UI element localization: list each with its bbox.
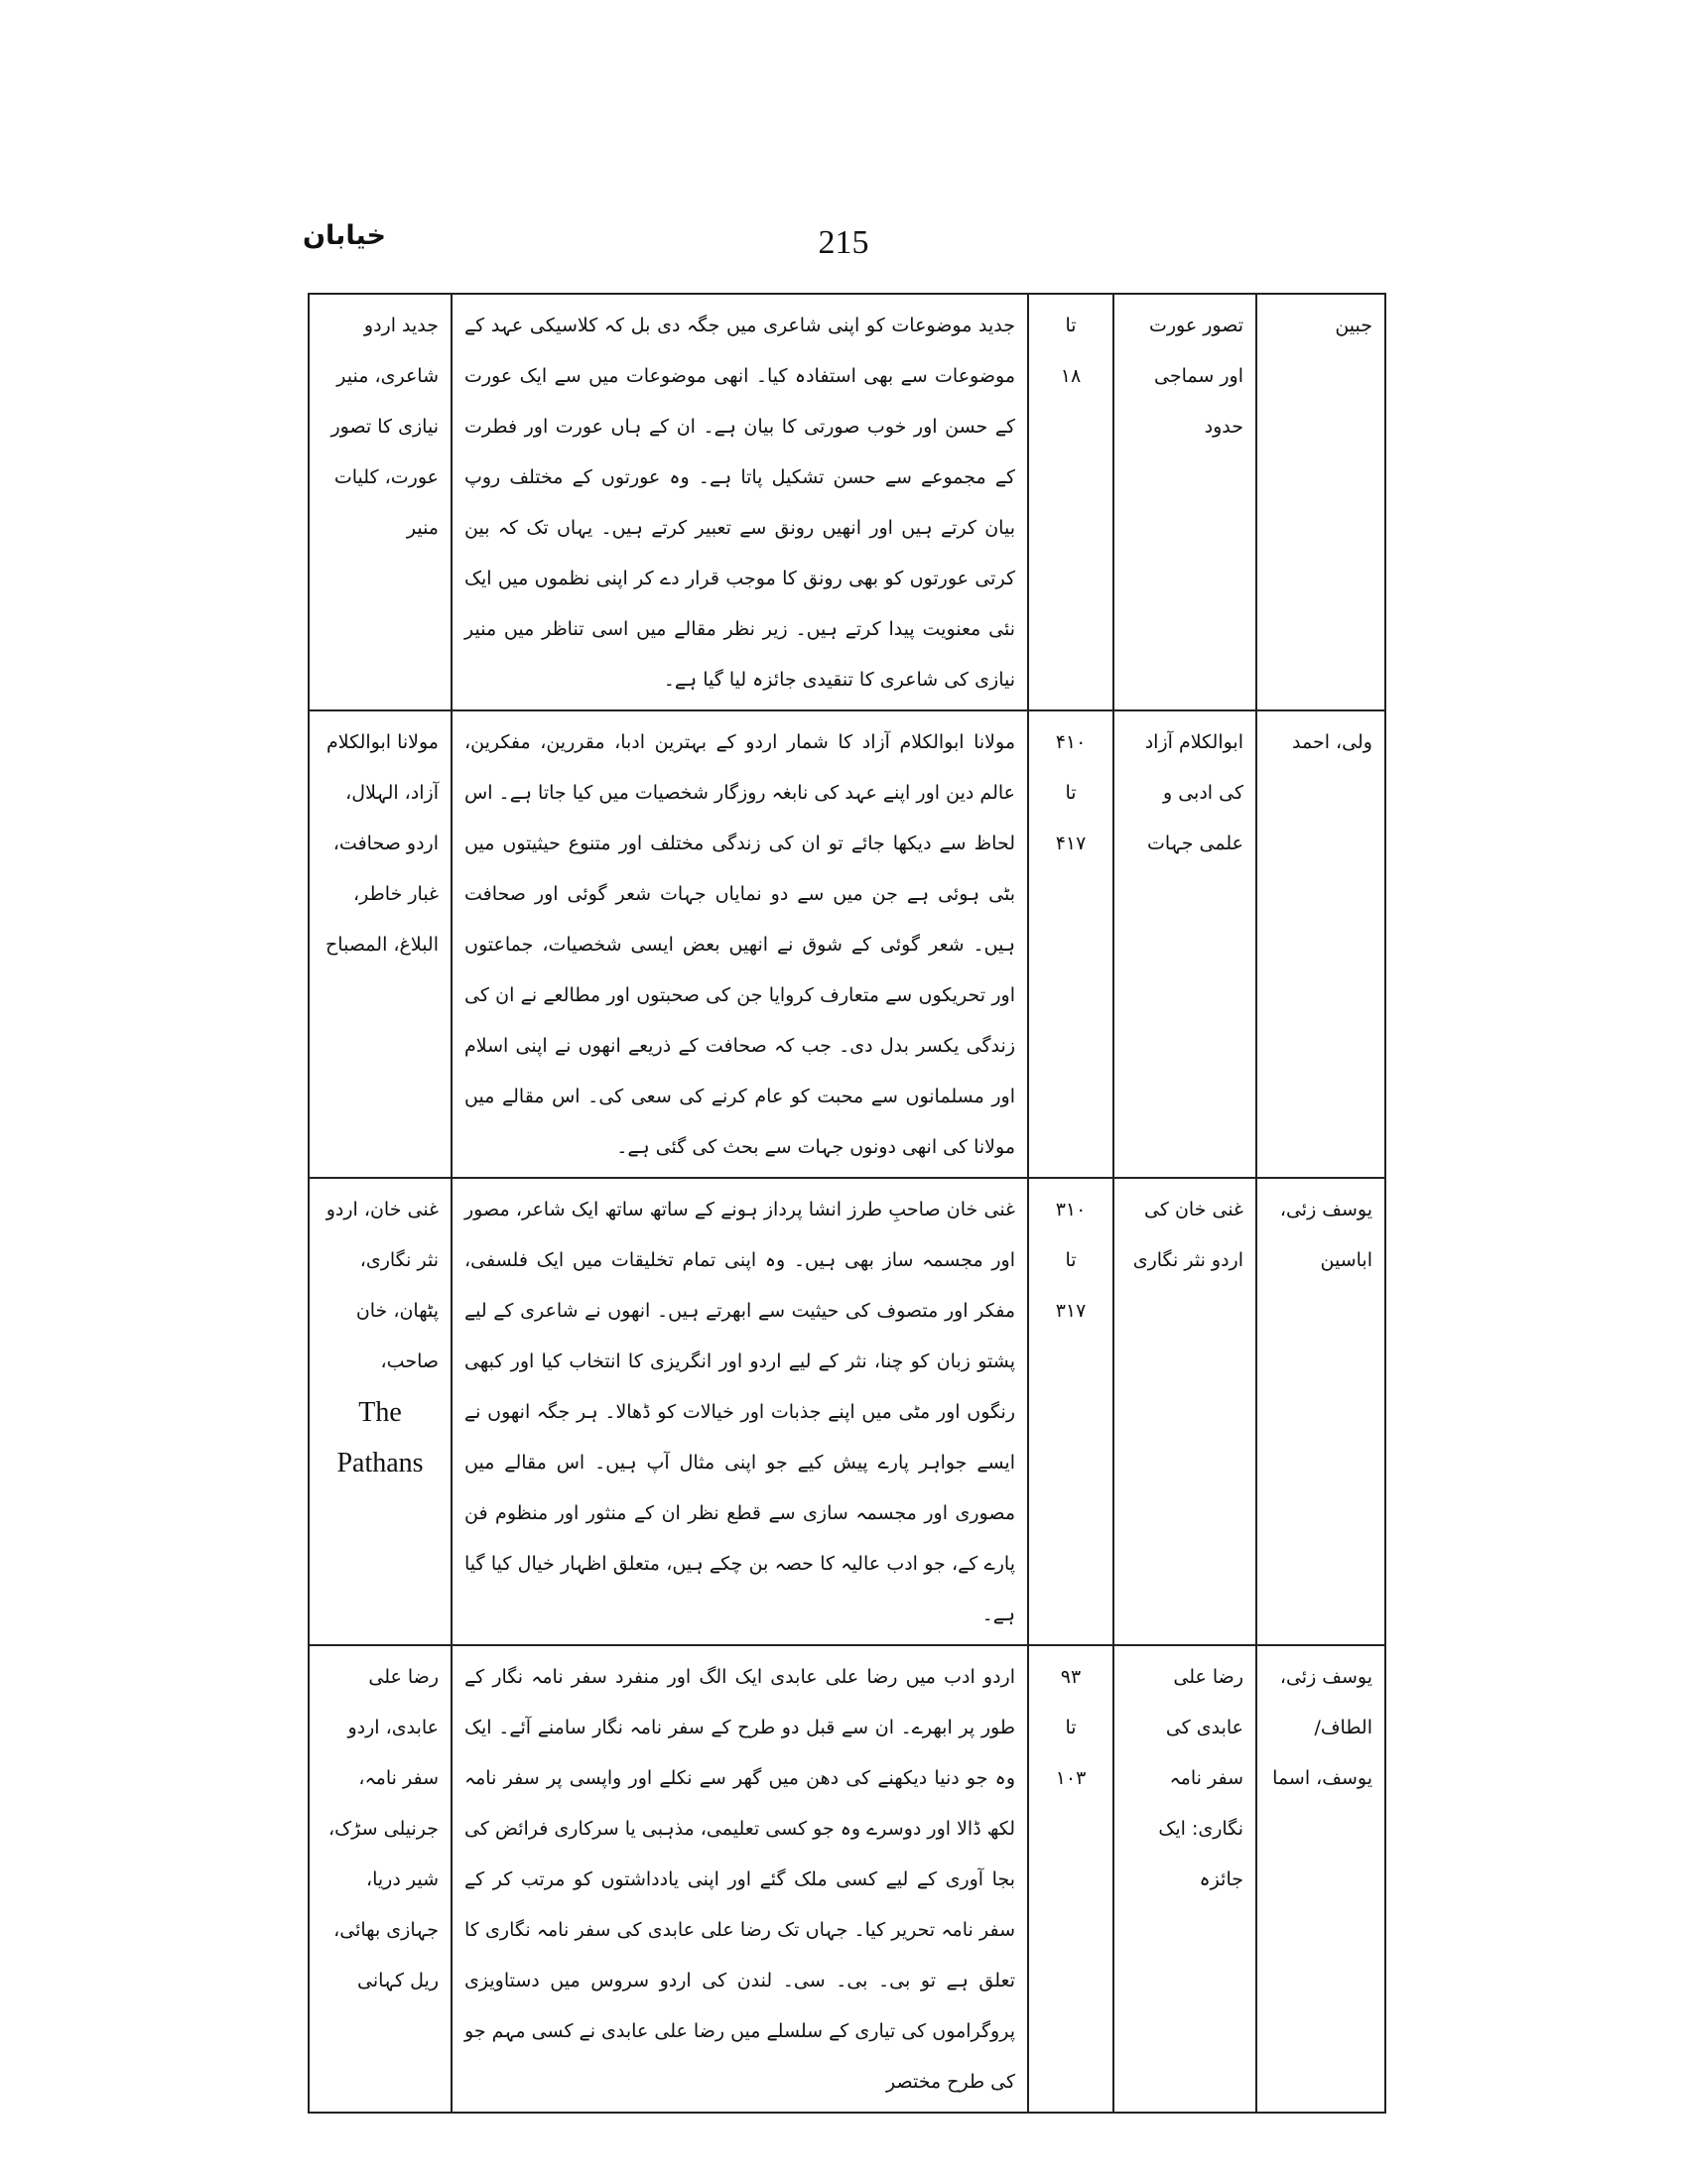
keywords-cell: مولانا ابوالکلام آزاد، الہلال، اردو صحافت، غبار خاطر، البلاغ، المصباح: [309, 710, 452, 1178]
keywords-cell: [309, 1178, 452, 1645]
page-range-to: تا: [1065, 315, 1077, 336]
title-cell: ابوالکلام آزاد کی ادبی و علمی جہات: [1113, 710, 1256, 1178]
table-row: [309, 1645, 1385, 2113]
table-row: [309, 294, 1385, 710]
keywords-cell: جدید اردو شاعری، منیر نیازی کا تصور عورت، کلیات منیر: [309, 294, 452, 710]
abstract-cell: جدید موضوعات کو اپنی شاعری میں جگہ دی بل کہ کلاسیکی عہد کے موضوعات سے بھی استفادہ کیا۔ انھی موضوعات میں سے ایک عورت کے حسن اور خوب صورتی کا بیان ہے۔ ان کے ہاں عورت اور فطرت کے مجموعے سے حسن تشکیل پاتا ہے۔ وہ عورتوں کے مختلف روپ بیان کرتے ہیں اور انھیں رونق سے تعبیر کرتے ہیں۔ یہاں تک کہ بین کرتی عورتوں کو بھی رونق کا موجب قرار دے کر اپنی نظموں میں ایک نئی معنویت پیدا کرتے ہیں۔ زیر نظر مقالے میں اسی تناظر میں منیر نیازی کی شاعری کا تنقیدی جائزہ لیا گیا ہے۔: [452, 294, 1028, 710]
table-row: [309, 1178, 1385, 1645]
title-cell: تصور عورت اور سماجی حدود: [1113, 294, 1256, 710]
keywords-cell: رضا علی عابدی، اردو سفر نامہ، جرنیلی سڑک، شیر دریا، جہازی بھائی، ریل کہانی: [309, 1645, 452, 2113]
author-cell: جبین: [1256, 294, 1385, 710]
catalog-table: [308, 293, 1386, 2114]
page-range-to: تا: [1065, 1249, 1077, 1271]
page-range-to: تا: [1065, 782, 1077, 804]
keywords-text: غنی خان، اردو نثر نگاری، پٹھان، خان صاحب،: [325, 1199, 439, 1372]
page-range-to: تا: [1065, 1717, 1077, 1738]
title-cell: غنی خان کی اردو نثر نگاری: [1113, 1178, 1256, 1645]
pages-cell: [1028, 710, 1113, 1178]
abstract-cell: غنی خان صاحبِ طرز انشا پرداز ہونے کے ساتھ ساتھ ایک شاعر، مصور اور مجسمہ ساز بھی ہیں۔ وہ اپنی تمام تخلیقات میں ایک فلسفی، مفکر اور متصوف کی حیثیت سے ابھرتے ہیں۔ انھوں نے شاعری کے لیے پشتو زبان کو چنا، نثر کے لیے اردو اور انگریزی کا انتخاب کیا اور کبھی رنگوں اور مٹی میں اپنے جذبات اور خیالات کو ڈھالا۔ ہر جگہ انھوں نے ایسے جواہر پارے پیش کیے جو اپنی مثال آپ ہیں۔ اس مقالے میں مصوری اور مجسمہ سازی سے قطع نظر ان کے منثور اور منظوم فن پارے کے، جو ادب عالیہ کا حصہ بن چکے ہیں، متعلق اظہار خیال کیا گیا ہے۔: [452, 1178, 1028, 1645]
page-range-start: ۴۱۰: [1055, 731, 1087, 753]
keyword-latin-1: The: [358, 1397, 402, 1428]
abstract-cell: مولانا ابوالکلام آزاد کا شمار اردو کے بہترین ادبا، مقررین، مفکرین، عالم دین اور اپنے عہد کی نابغہ روزگار شخصیات میں کیا جاتا ہے۔ اس لحاظ سے دیکھا جائے تو ان کی زندگی مختلف اور متنوع حیثیتوں میں بٹی ہوئی ہے جن میں سے دو نمایاں جہات شعر گوئی اور صحافت ہیں۔ شعر گوئی کے شوق نے انھیں بعض ایسی شخصیات، جماعتوں اور تحریکوں سے متعارف کروایا جن کی صحبتوں اور مطالعے نے ان کی زندگی یکسر بدل دی۔ جب کہ صحافت کے ذریعے انھوں نے اپنی اسلام اور مسلمانوں سے محبت کو عام کرنے کی سعی کی۔ اس مقالے میں مولانا کی انھی دونوں جہات سے بحث کی گئی ہے۔: [452, 710, 1028, 1178]
page-range-start: ۳۱۰: [1055, 1199, 1087, 1220]
keyword-latin-2: Pathans: [336, 1448, 424, 1478]
page-range-end: ۱۸: [1060, 365, 1082, 387]
author-cell: یوسف زئی، اباسین: [1256, 1178, 1385, 1645]
table-row: [309, 710, 1385, 1178]
page-range-start: ۹۳: [1060, 1666, 1082, 1688]
page-range-end: ۱۰۳: [1055, 1767, 1087, 1789]
journal-name: خیابان: [303, 220, 386, 251]
pages-cell: [1028, 294, 1113, 710]
title-cell: رضا علی عابدی کی سفر نامہ نگاری: ایک جائزہ: [1113, 1645, 1256, 2113]
page-range-end: ۴۱۷: [1055, 833, 1087, 854]
abstract-cell: اردو ادب میں رضا علی عابدی ایک الگ اور منفرد سفر نامہ نگار کے طور پر ابھرے۔ ان سے قبل دو طرح کے سفر نامہ نگار سامنے آئے۔ ایک وہ جو دنیا دیکھنے کی دھن میں گھر سے نکلے اور واپسی پر سفر نامہ لکھ ڈالا اور دوسرے وہ جو کسی تعلیمی، مذہبی یا سرکاری فرائض کی بجا آوری کے لیے کسی ملک گئے اور اپنی یادداشتوں کو مرتب کر کے سفر نامہ تحریر کیا۔ جہاں تک رضا علی عابدی کی سفر نامہ نگاری کا تعلق ہے تو بی۔ بی۔ سی۔ لندن کی اردو سروس میں دستاویزی پروگراموں کی تیاری کے سلسلے میں رضا علی عابدی نے کسی مہم جو کی طرح مختصر: [452, 1645, 1028, 2113]
page-number: 215: [818, 224, 869, 261]
pages-cell: [1028, 1645, 1113, 2113]
author-cell: یوسف زئی، الطاف/یوسف، اسما: [1256, 1645, 1385, 2113]
page-range-end: ۳۱۷: [1055, 1300, 1087, 1322]
pages-cell: [1028, 1178, 1113, 1645]
author-cell: ولی، احمد: [1256, 710, 1385, 1178]
